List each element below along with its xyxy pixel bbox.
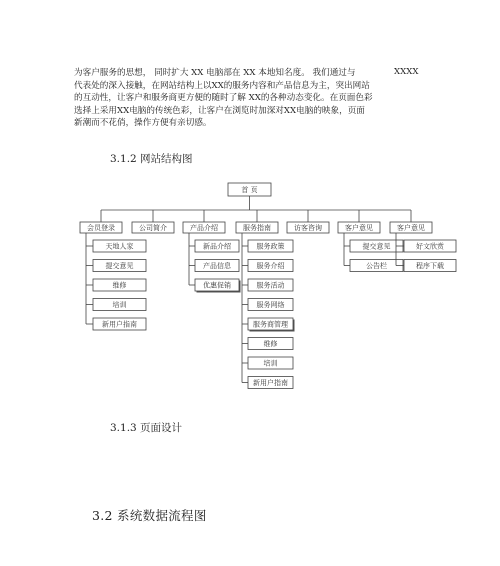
paragraph-line: 代表处的深入接触，在网站结构上以XX的服务内容和产品信息为主，突出网站 xyxy=(74,80,370,91)
leaf-node-label: 服务政策 xyxy=(256,242,285,251)
category-node-label: 公司简介 xyxy=(139,224,167,232)
category-node xyxy=(287,222,329,233)
leaf-node-label: 天地人家 xyxy=(105,242,134,251)
leaf-node-label: 新用户指南 xyxy=(253,379,288,387)
leaf-node-label: 产品信息 xyxy=(203,262,231,270)
leaf-node-label: 服务介绍 xyxy=(256,262,285,270)
heading-page-design: 3.1.3 页面设计 xyxy=(110,422,183,434)
leaf-node xyxy=(248,357,293,369)
leaf-node xyxy=(248,260,293,272)
leaf-node xyxy=(248,318,295,332)
leaf-node xyxy=(248,338,293,350)
leaf-node xyxy=(195,279,241,293)
category-node-label: 客户意见 xyxy=(397,224,425,232)
leaf-node xyxy=(93,240,146,252)
category-node-label: 服务指南 xyxy=(243,224,271,232)
leaf-node xyxy=(404,260,456,272)
category-node-label: 会员登录 xyxy=(87,224,115,232)
leaf-node-label: 提交意见 xyxy=(105,262,134,270)
category-node xyxy=(338,222,380,233)
leaf-node xyxy=(350,260,403,272)
leaf-node xyxy=(195,240,239,252)
leaf-node-label: 优惠促销 xyxy=(203,281,231,290)
leaf-node xyxy=(248,240,293,252)
category-node xyxy=(132,222,174,233)
leaf-node-label: 提交意见 xyxy=(362,242,391,251)
leaf-node-label: 维修 xyxy=(263,340,278,348)
leaf-node xyxy=(195,260,239,272)
heading-site-structure: 3.1.2 网站结构图 xyxy=(110,153,193,165)
leaf-node xyxy=(93,260,146,272)
root-node-home-label: 首 页 xyxy=(241,186,258,194)
leaf-node xyxy=(350,240,403,252)
category-node-label: 访客咨询 xyxy=(294,224,322,232)
category-node xyxy=(390,222,432,233)
leaf-node-label: 培训 xyxy=(263,359,278,368)
category-node xyxy=(80,222,122,233)
leaf-node-label: 服务活动 xyxy=(256,281,285,290)
leaf-node-label: 好文欣赏 xyxy=(416,242,444,251)
leaf-node-label: 新品介绍 xyxy=(203,242,231,251)
leaf-node xyxy=(248,377,293,389)
leaf-node xyxy=(248,299,293,311)
category-node xyxy=(236,222,278,233)
paragraph-line: 为客户服务的思想， 同时扩大 XX 电脑部在 XX 本地知名度。 我们通过与 xyxy=(74,68,356,78)
leaf-node xyxy=(93,279,146,291)
heading-data-flow: 3.2 系统数据流程图 xyxy=(92,508,207,523)
leaf-node xyxy=(404,240,456,252)
side-text: XXXX xyxy=(394,67,419,77)
category-node-label: 客户意见 xyxy=(345,224,373,232)
category-node xyxy=(183,222,225,233)
leaf-node xyxy=(248,279,293,291)
leaf-node xyxy=(93,299,146,311)
paragraph-line: 选择上采用XX电脑的传统色彩，让客户在浏览时加深对XX电脑的映象，页面 xyxy=(74,105,365,116)
paragraph-line: 新潮而不花俏，操作方便有亲切感。 xyxy=(74,118,212,129)
leaf-node-label: 服务商管理 xyxy=(253,320,288,329)
paragraph-line: 的互动性，让客户和服务商更方便的随时了解 XX的各种动态变化。在页面色彩 xyxy=(74,93,373,104)
leaf-node-label: 维修 xyxy=(112,281,127,290)
leaf-node-label: 程序下载 xyxy=(416,262,444,270)
category-node-label: 产品介绍 xyxy=(190,224,218,232)
root-node-home xyxy=(228,183,271,196)
leaf-node-label: 服务网络 xyxy=(256,301,285,309)
leaf-node-label: 公告栏 xyxy=(366,262,387,270)
leaf-node-label: 培训 xyxy=(112,301,127,309)
leaf-node-label: 新用户指南 xyxy=(102,320,137,329)
leaf-node xyxy=(93,318,146,330)
